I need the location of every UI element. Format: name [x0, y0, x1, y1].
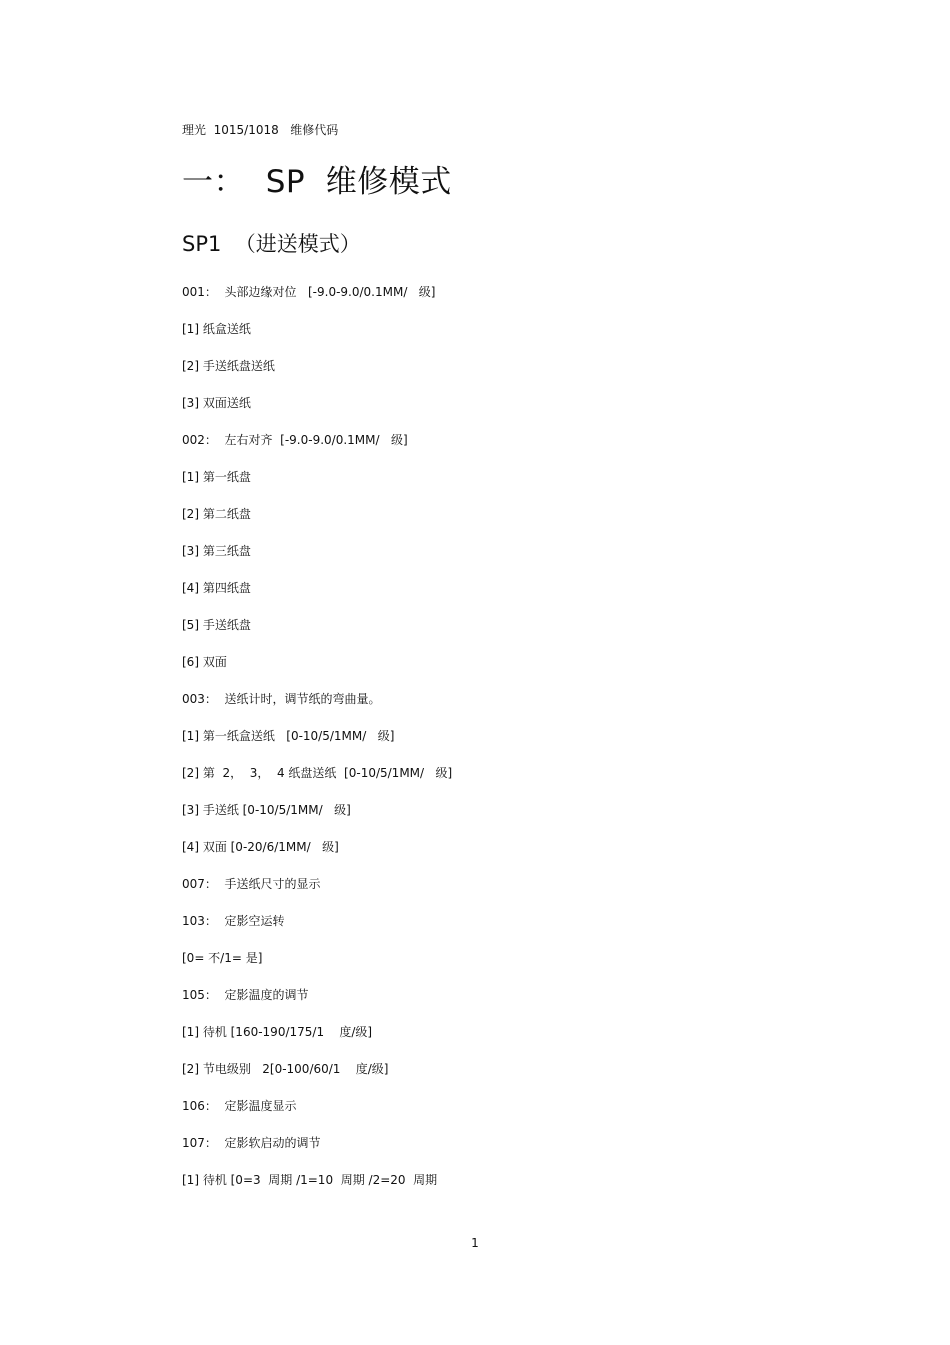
- list-item: 002： 左右对齐 [-9.0-9.0/0.1MM/ 级]: [182, 433, 408, 447]
- list-item: [1] 第一纸盒送纸 [0-10/5/1MM/ 级]: [182, 729, 395, 743]
- document-header: 理光 1015/1018 维修代码: [182, 123, 339, 137]
- section-title: SP1 （进送模式）: [182, 232, 361, 256]
- list-item: [6] 双面: [182, 655, 227, 669]
- list-item: [1] 纸盒送纸: [182, 322, 251, 336]
- list-item: [4] 第四纸盘: [182, 581, 251, 595]
- list-item: 007： 手送纸尺寸的显示: [182, 877, 321, 891]
- page-number: 1: [471, 1236, 479, 1250]
- list-item: [5] 手送纸盘: [182, 618, 251, 632]
- sp-code-list: [182, 284, 882, 1209]
- list-item: [2] 手送纸盘送纸: [182, 359, 275, 373]
- list-item: 103： 定影空运转: [182, 914, 285, 928]
- list-item: [1] 第一纸盘: [182, 470, 251, 484]
- list-item: 001： 头部边缘对位 [-9.0-9.0/0.1MM/ 级]: [182, 285, 436, 299]
- list-item: [1] 待机 [0=3 周期 /1=10 周期 /2=20 周期: [182, 1173, 438, 1187]
- list-item: [2] 节电级别 2[0-100/60/1 度/级]: [182, 1062, 389, 1076]
- list-item: [3] 手送纸 [0-10/5/1MM/ 级]: [182, 803, 351, 817]
- list-item: [3] 第三纸盘: [182, 544, 251, 558]
- list-item: [1] 待机 [160-190/175/1 度/级]: [182, 1025, 373, 1039]
- list-item: [3] 双面送纸: [182, 396, 251, 410]
- list-item: [0= 不/1= 是]: [182, 951, 263, 965]
- list-item: 106： 定影温度显示: [182, 1099, 297, 1113]
- list-item: 003： 送纸计时，调节纸的弯曲量。: [182, 692, 381, 706]
- list-item: [2] 第 2， 3， 4 纸盘送纸 [0-10/5/1MM/ 级]: [182, 766, 453, 780]
- list-item: [2] 第二纸盘: [182, 507, 251, 521]
- document-title: 一： SP 维修模式: [182, 164, 452, 200]
- list-item: 107： 定影软启动的调节: [182, 1136, 321, 1150]
- list-item: 105： 定影温度的调节: [182, 988, 309, 1002]
- list-item: [4] 双面 [0-20/6/1MM/ 级]: [182, 840, 339, 854]
